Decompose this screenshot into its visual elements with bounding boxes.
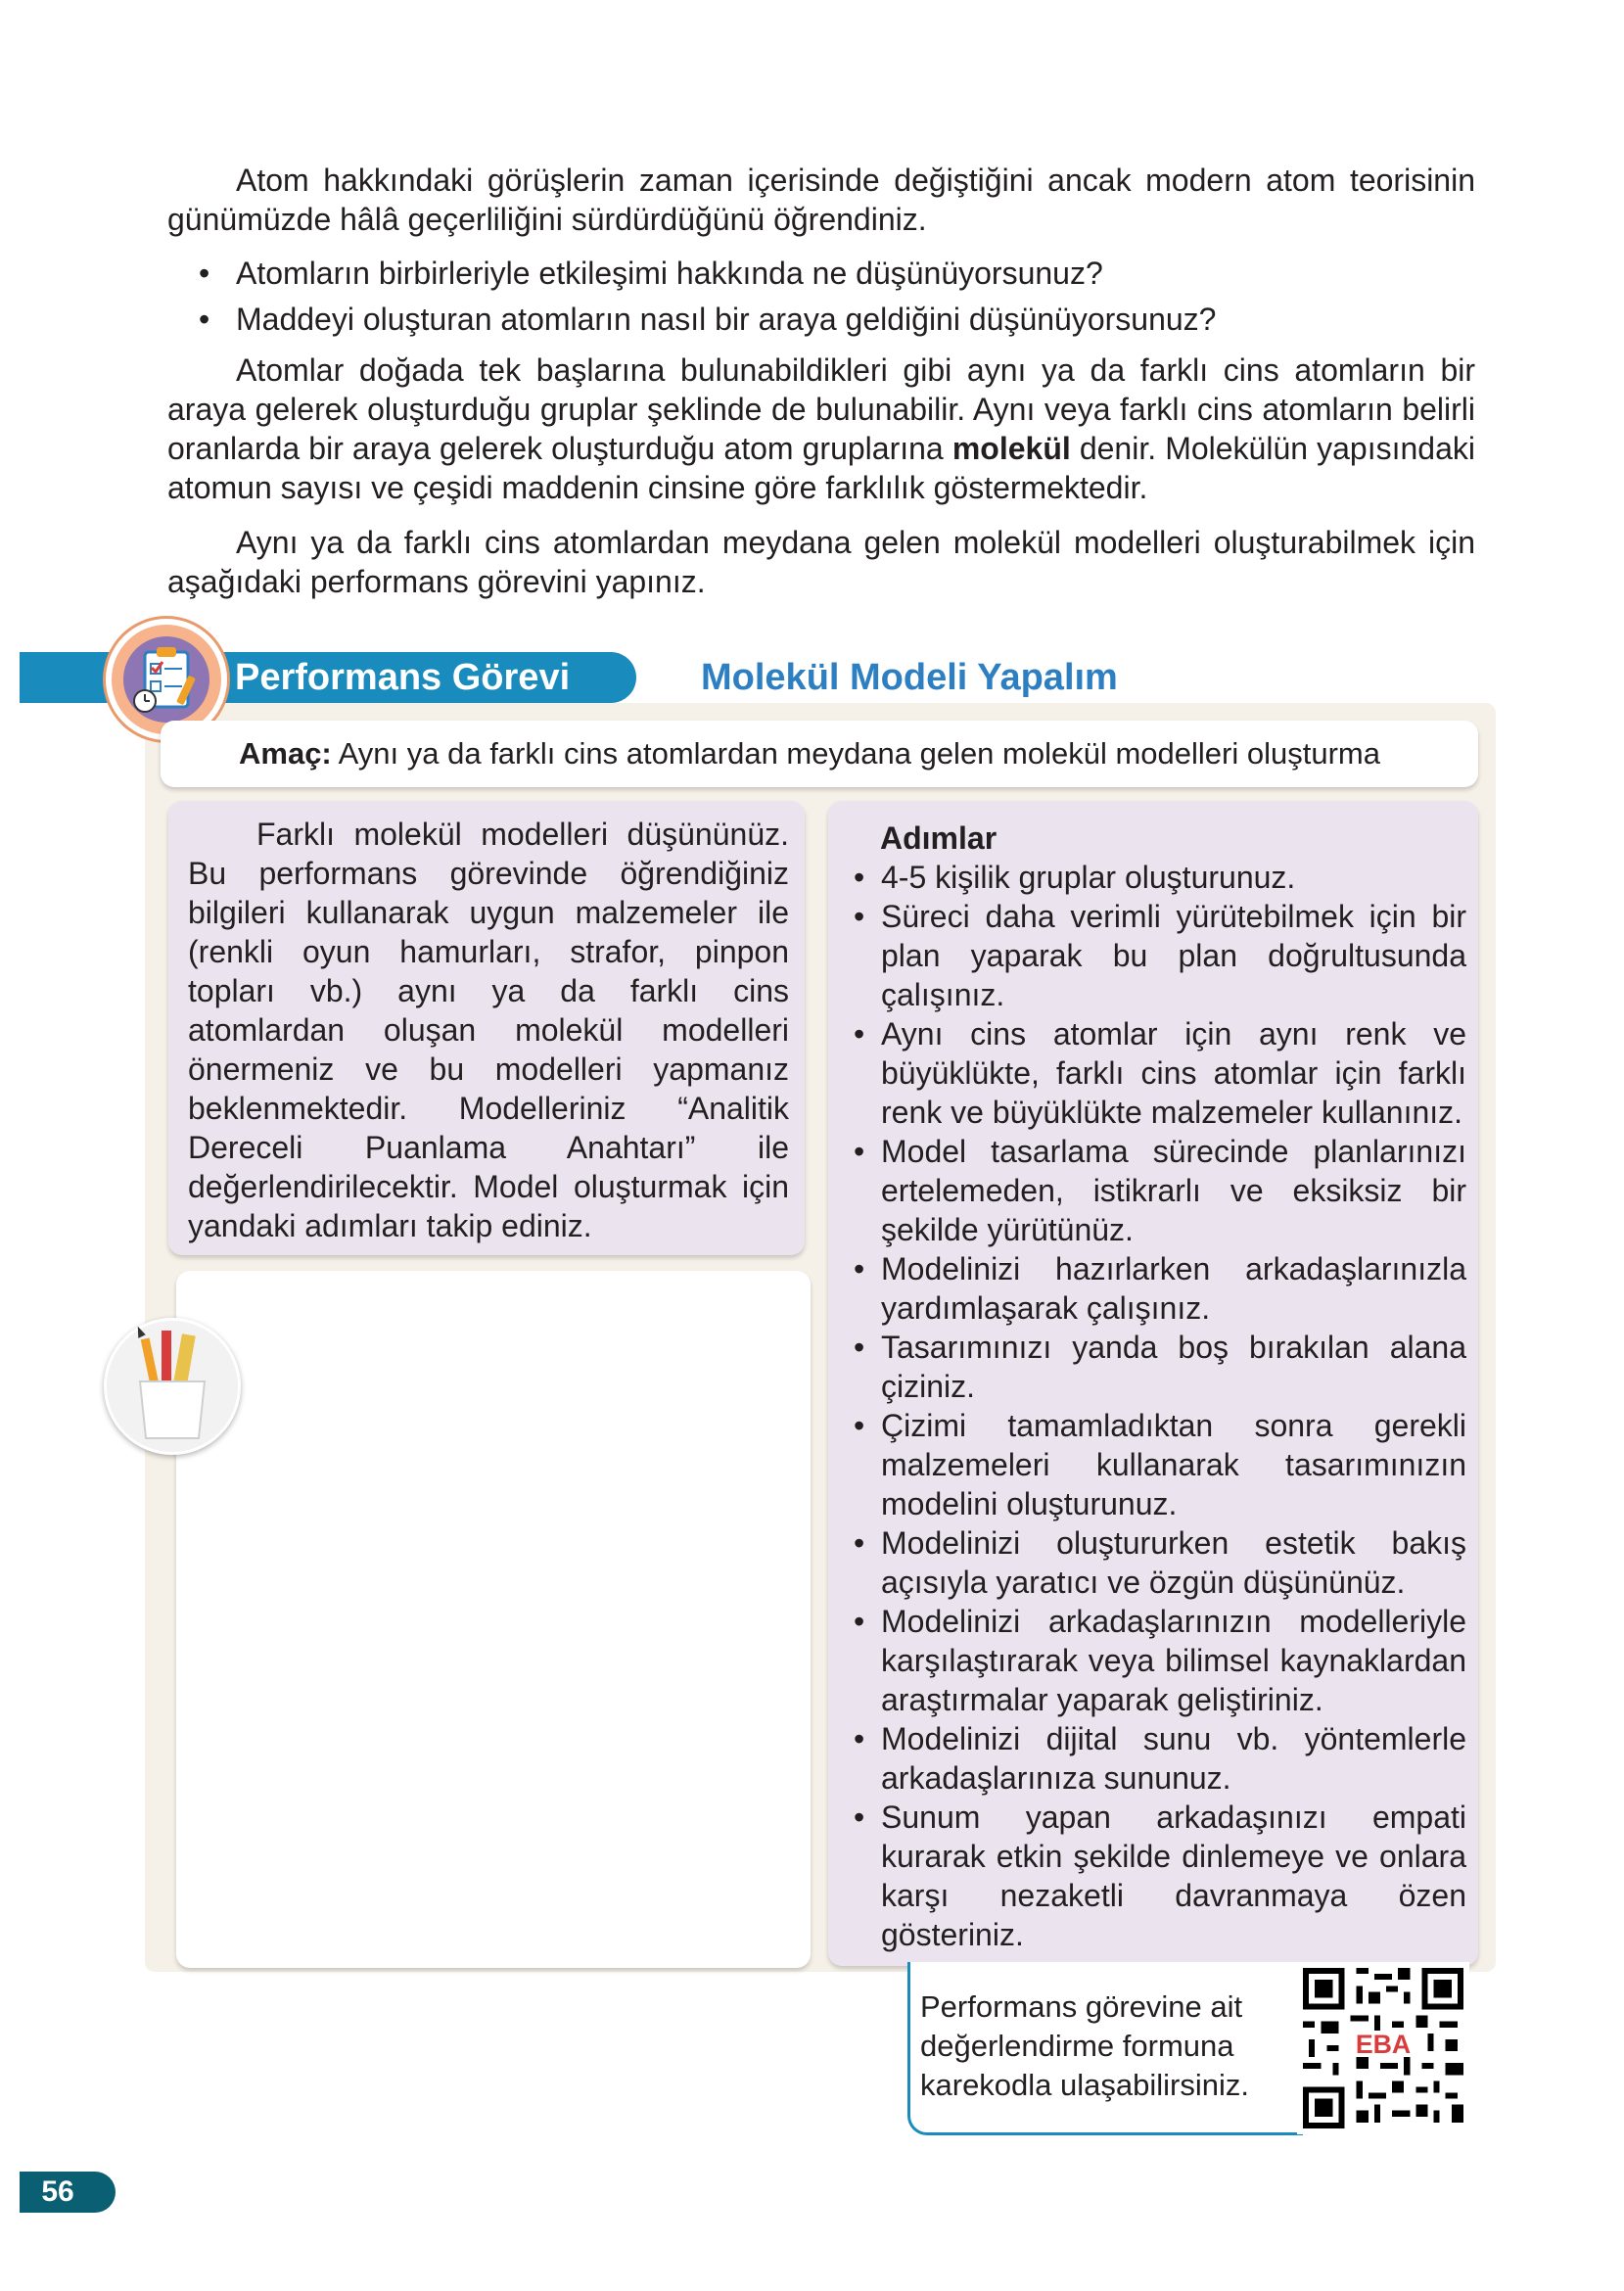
task-description-box bbox=[168, 801, 805, 1255]
steps-box bbox=[828, 801, 1478, 1966]
drawing-area bbox=[176, 1271, 811, 1968]
page-number: 56 bbox=[20, 2172, 116, 2213]
steps-title: Adımlar bbox=[880, 820, 998, 856]
list-item: • Tasarımınızı yanda boş bırakılan alana çiziniz. bbox=[844, 1328, 1466, 1406]
qr-note bbox=[907, 1962, 1303, 2135]
eba-logo: EBA bbox=[1355, 2029, 1412, 2059]
banner-label: Performans Görevi bbox=[235, 657, 571, 698]
qr-note-text: Performans görevine ait değerlendirme formuna karekodla ulaşabilirsiniz. bbox=[920, 1989, 1249, 2102]
intro-paragraph-2 bbox=[167, 351, 1475, 507]
list-item: • Süreci daha verimli yürütebilmek için bir plan yaparak bu plan doğrultusunda çalışınız. bbox=[844, 897, 1466, 1014]
qr-code-icon[interactable] bbox=[1297, 1962, 1469, 2134]
list-item: • Sunum yapan arkadaşınızı empati kurarak etkin şekilde dinlemeye ve onlara karşı nezaketli davranmaya özen gösteriniz. bbox=[844, 1798, 1466, 1954]
list-item: • Modelinizi dijital sunu vb. yöntemlerle arkadaşlarınıza sununuz. bbox=[844, 1719, 1466, 1798]
list-item: • Çizimi tamamladıktan sonra gerekli malzemeleri kullanarak tasarımınızın modelini oluşturunuz. bbox=[844, 1406, 1466, 1523]
list-item: • Atomların birbirleriyle etkileşimi hakkında ne düşünüyorsunuz? bbox=[167, 251, 1440, 297]
list-item: • 4-5 kişilik gruplar oluşturunuz. bbox=[844, 858, 1466, 897]
intro-paragraph-3: Aynı ya da farklı cins atomlardan meydana gelen molekül modelleri oluşturabilmek için aşağıdaki performans görevini yapınız. bbox=[167, 525, 1475, 599]
steps-list bbox=[844, 858, 1466, 1954]
list-item: • Modelinizi hazırlarken arkadaşlarınızla yardımlaşarak çalışınız. bbox=[844, 1249, 1466, 1328]
list-item: • Maddeyi oluşturan atomların nasıl bir araya geldiğini düşünüyorsunuz? bbox=[167, 297, 1440, 343]
goal-box bbox=[161, 721, 1478, 787]
task-title: Molekül Modeli Yapalım bbox=[701, 657, 1118, 698]
paragraph-text: Atomlar doğada tek başlarına bulunabildikleri gibi aynı ya da farklı cins atomların bir araya gelerek oluşturduğu gruplar şeklinde de bulunabilir. Aynı veya farklı cins atomların belirli oranlarda bir araya gelerek oluşturduğu atom gruplarına bbox=[167, 352, 1475, 466]
question-list bbox=[167, 251, 1440, 343]
list-item: • Modelinizi oluştururken estetik bakış açısıyla yaratıcı ve özgün düşününüz. bbox=[844, 1523, 1466, 1602]
list-item: • Aynı cins atomlar için aynı renk ve büyüklükte, farklı cins atomlar için farklı renk ve büyüklükte malzemeler kullanınız. bbox=[844, 1014, 1466, 1132]
pencil-cup-icon bbox=[104, 1318, 241, 1455]
list-item: • Model tasarlama sürecinde planlarınızı ertelemeden, istikrarlı ve eksiksiz bir şekilde yürütünüz. bbox=[844, 1132, 1466, 1249]
task-description: Farklı molekül modelleri düşününüz. Bu performans görevinde öğrendiğiniz bilgileri kullanarak uygun malzemeler ile (renkli oyun hamurları, strafor, pinpon topları vb.) aynı ya da farklı cins atomlardan oluşan molekül modelleri önermeniz ve bu modelleri yapmanız beklenmektedir. Modelleriniz “Analitik Dereceli Puanlama Anahtarı” ile değerlendirilecektir. Model oluşturmak için yandaki adımları takip ediniz. bbox=[188, 817, 789, 1243]
goal-label: Amaç: bbox=[239, 736, 332, 771]
intro-paragraph-1: Atom hakkındaki görüşlerin zaman içerisinde değiştiğini ancak modern atom teorisinin günümüzde hâlâ geçerliliğini sürdürdüğünü öğrendiniz. bbox=[167, 163, 1475, 237]
goal-text: Aynı ya da farklı cins atomlardan meydana gelen molekül modelleri oluşturma bbox=[331, 736, 1380, 771]
list-item: • Modelinizi arkadaşlarınızın modelleriyle karşılaştırarak veya bilimsel kaynaklardan araştırmalar yaparak geliştiriniz. bbox=[844, 1602, 1466, 1719]
paragraph-text: denir. Molekülün yapısındaki atomun sayısı ve çeşidi maddenin cinsine göre farklılık göstermektedir. bbox=[167, 431, 1476, 505]
keyword-molecule: molekül bbox=[951, 431, 1071, 466]
